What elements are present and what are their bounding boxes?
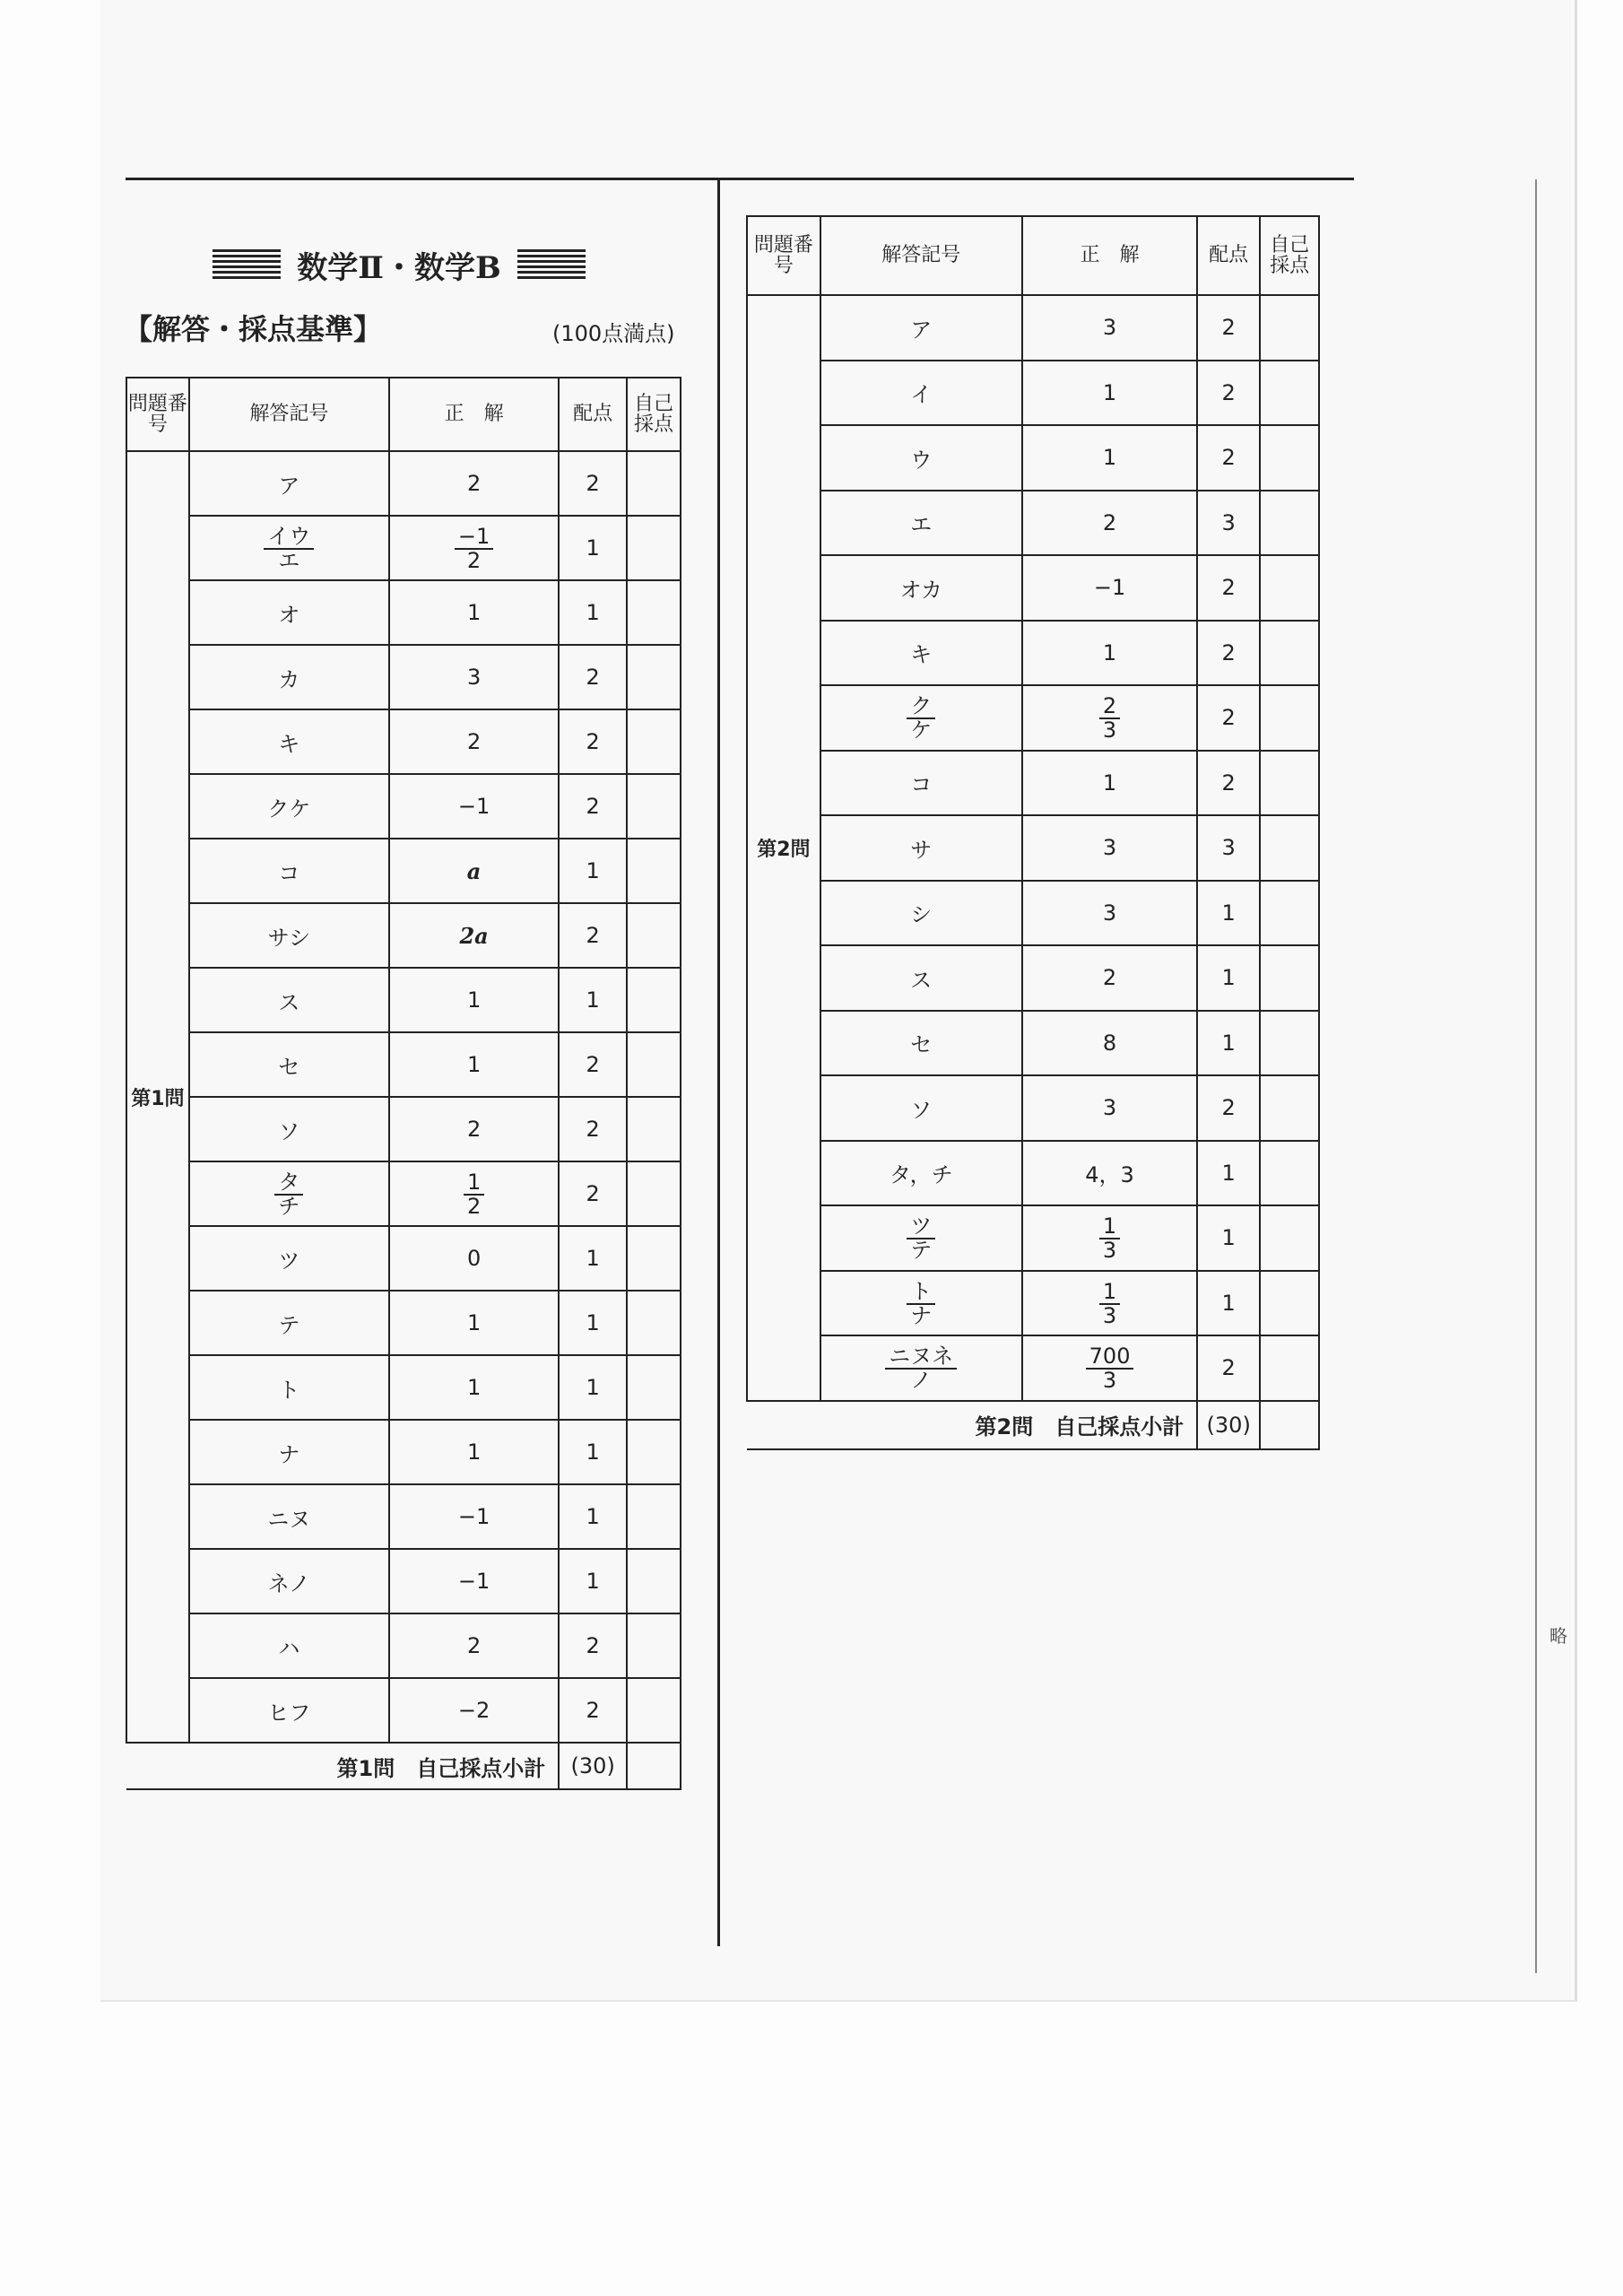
table-row (747, 295, 1319, 361)
self-score-cell (1260, 491, 1319, 556)
table-row (747, 945, 1319, 1011)
self-score-cell (627, 1032, 681, 1097)
answer-symbol-cell: ソ (189, 1097, 389, 1161)
table-row (747, 425, 1319, 491)
full-marks: (100点満点) (552, 321, 675, 346)
column-divider (717, 179, 720, 1946)
table-row (747, 1335, 1319, 1401)
symbol-fraction (274, 1171, 303, 1218)
table-row (126, 709, 681, 774)
answer-fraction-denominator: 3 (1102, 1238, 1117, 1264)
symbol-fraction-numerator: ク (907, 695, 935, 719)
self-score-cell (627, 774, 681, 839)
self-score-cell (627, 1484, 681, 1549)
subtotal-row (126, 1743, 681, 1789)
table-row (126, 580, 681, 645)
answer-symbol-cell (820, 685, 1022, 751)
points-cell: 1 (1197, 1011, 1260, 1076)
points-cell: 1 (1197, 945, 1260, 1011)
table-row (747, 621, 1319, 686)
header-points: 配点 (559, 378, 627, 451)
title-ornament-left (213, 249, 281, 280)
symbol-fraction-numerator: ト (907, 1281, 935, 1305)
table-row (126, 1226, 681, 1291)
self-score-cell (1260, 295, 1319, 361)
correct-answer-cell (1022, 1271, 1197, 1336)
points-cell: 2 (559, 1678, 627, 1743)
answer-symbol-cell: カ (189, 645, 389, 709)
self-score-cell (627, 580, 681, 645)
table-row (126, 1420, 681, 1484)
correct-answer-cell: 8 (1022, 1011, 1197, 1076)
answer-table-q2 (746, 215, 1320, 1450)
question-number-cell: 第2問 (747, 295, 820, 1401)
points-cell: 2 (1197, 295, 1260, 361)
self-score-cell (1260, 1335, 1319, 1401)
answer-fraction-denominator: 2 (466, 1194, 482, 1219)
answer-symbol-cell: イ (820, 361, 1022, 426)
answer-fraction-numerator: 2 (1099, 695, 1120, 719)
correct-answer-cell: 1 (389, 1032, 559, 1097)
table-row (747, 1075, 1319, 1141)
answer-fraction (1099, 695, 1120, 742)
points-cell: 2 (559, 709, 627, 774)
table-row (126, 451, 681, 516)
answer-symbol-cell (189, 1161, 389, 1226)
points-cell: 1 (1197, 1141, 1260, 1206)
table-row (747, 555, 1319, 621)
correct-answer-cell (1022, 1335, 1197, 1401)
answer-symbol-cell: ヒフ (189, 1678, 389, 1743)
self-score-cell (627, 1161, 681, 1226)
answer-symbol-cell: ウ (820, 425, 1022, 491)
symbol-fraction-denominator: テ (910, 1238, 933, 1264)
answer-symbol-cell: サシ (189, 903, 389, 968)
self-score-cell (627, 1613, 681, 1678)
title-text: 数学Ⅱ・数学B (297, 249, 501, 286)
correct-answer-cell: 3 (1022, 815, 1197, 881)
self-score-cell (1260, 1271, 1319, 1336)
symbol-fraction-numerator: ニヌネ (885, 1345, 957, 1370)
subtotal-points: (30) (1197, 1401, 1260, 1449)
answer-symbol-cell: セ (189, 1032, 389, 1097)
points-cell: 3 (1197, 815, 1260, 881)
answer-symbol-cell: ナ (189, 1420, 389, 1484)
answer-symbol-cell: オカ (820, 555, 1022, 621)
table-row (126, 1549, 681, 1613)
self-score-cell (1260, 685, 1319, 751)
table-row (126, 1484, 681, 1549)
correct-answer-cell: 2 (1022, 945, 1197, 1011)
subtotal-points: (30) (559, 1743, 627, 1789)
points-cell: 1 (559, 1484, 627, 1549)
header-question-number: 問題番号 (126, 378, 189, 451)
answer-symbol-cell: クケ (189, 774, 389, 839)
answer-symbol-cell: ネノ (189, 1549, 389, 1613)
points-cell: 2 (559, 1161, 627, 1226)
points-cell: 1 (1197, 1271, 1260, 1336)
header-self-score: 自己採点 (1260, 216, 1319, 295)
points-cell: 2 (1197, 361, 1260, 426)
table-row (126, 1291, 681, 1355)
table-row (126, 645, 681, 709)
answer-symbol-cell: テ (189, 1291, 389, 1355)
page-title (206, 242, 592, 287)
correct-answer-cell: 2 (389, 709, 559, 774)
points-cell: 1 (559, 516, 627, 580)
correct-answer-cell: 1 (389, 1420, 559, 1484)
self-score-cell (627, 1097, 681, 1161)
symbol-fraction (907, 1278, 935, 1328)
self-score-cell (627, 1678, 681, 1743)
answer-symbol-cell: コ (189, 839, 389, 903)
answer-fraction-numerator: 1 (464, 1171, 484, 1196)
correct-answer-cell: 3 (1022, 1075, 1197, 1141)
self-score-cell (1260, 881, 1319, 946)
answer-symbol-cell (189, 516, 389, 580)
correct-answer-cell: 2 (389, 1613, 559, 1678)
answer-fraction-numerator: 1 (1099, 1215, 1120, 1239)
answer-symbol-cell: オ (189, 580, 389, 645)
answer-symbol-cell: ハ (189, 1613, 389, 1678)
correct-answer-cell: 2 (389, 451, 559, 516)
symbol-fraction-denominator: ケ (910, 718, 933, 744)
points-cell: 1 (559, 580, 627, 645)
self-score-cell (1260, 1205, 1319, 1271)
answer-symbol-cell: シ (820, 881, 1022, 946)
answer-fraction (1099, 1278, 1120, 1328)
answer-fraction-denominator: 3 (1102, 718, 1117, 744)
points-cell: 1 (559, 839, 627, 903)
table-row (747, 1205, 1319, 1271)
right-border (1535, 179, 1537, 1973)
correct-answer-cell: 3 (389, 645, 559, 709)
correct-answer-cell: 0 (389, 1226, 559, 1291)
self-score-cell (627, 903, 681, 968)
answer-symbol-cell: コ (820, 751, 1022, 816)
answer-fraction (1086, 1345, 1134, 1392)
points-cell: 1 (559, 1355, 627, 1420)
symbol-fraction (907, 1215, 935, 1262)
section-heading: 【解答・採点基準】 (124, 312, 383, 346)
self-score-cell (627, 839, 681, 903)
points-cell: 1 (559, 968, 627, 1032)
self-score-cell (627, 1549, 681, 1613)
answer-fraction-denominator: 3 (1102, 1368, 1117, 1394)
table-row (747, 491, 1319, 556)
points-cell: 3 (1197, 491, 1260, 556)
subtotal-row (747, 1401, 1319, 1449)
answer-symbol-cell: サ (820, 815, 1022, 881)
correct-answer-cell (1022, 1205, 1197, 1271)
symbol-fraction-numerator: イウ (264, 526, 314, 550)
answer-symbol-cell: キ (189, 709, 389, 774)
correct-answer-cell: −2 (389, 1678, 559, 1743)
correct-answer-cell: 1 (1022, 425, 1197, 491)
symbol-fraction (907, 695, 935, 742)
title-ornament-right (517, 249, 586, 280)
self-score-cell (1260, 555, 1319, 621)
header-self-score: 自己採点 (627, 378, 681, 451)
symbol-fraction (885, 1345, 957, 1392)
self-score-cell (627, 1226, 681, 1291)
correct-answer-cell: −1 (1022, 555, 1197, 621)
table-row (747, 881, 1319, 946)
table-row (747, 685, 1319, 751)
answer-symbol-cell: セ (820, 1011, 1022, 1076)
self-score-cell (1260, 1075, 1319, 1141)
header-row (747, 216, 1319, 295)
points-cell: 2 (1197, 1075, 1260, 1141)
points-cell: 2 (1197, 425, 1260, 491)
correct-answer-cell (1022, 685, 1197, 751)
points-cell: 2 (1197, 751, 1260, 816)
self-score-cell (627, 645, 681, 709)
correct-answer-cell: 3 (1022, 295, 1197, 361)
points-cell: 1 (559, 1291, 627, 1355)
answer-symbol-cell: エ (820, 491, 1022, 556)
table-row (126, 1678, 681, 1743)
points-cell: 2 (559, 1032, 627, 1097)
top-rule (126, 178, 1354, 180)
correct-answer-cell: −1 (389, 1549, 559, 1613)
table-row (747, 1011, 1319, 1076)
points-cell: 1 (1197, 1205, 1260, 1271)
points-cell: 2 (559, 1613, 627, 1678)
correct-answer-cell (389, 516, 559, 580)
self-score-cell (627, 1291, 681, 1355)
header-correct-answer: 正 解 (1022, 216, 1197, 295)
correct-answer-cell: 2 (389, 1097, 559, 1161)
points-cell: 1 (559, 1226, 627, 1291)
self-score-cell (627, 709, 681, 774)
table-row (747, 361, 1319, 426)
correct-answer-cell (389, 1161, 559, 1226)
points-cell: 2 (1197, 555, 1260, 621)
table-row (747, 815, 1319, 881)
table-row (126, 1161, 681, 1226)
question-number-cell: 第1問 (126, 451, 189, 1743)
points-cell: 2 (1197, 685, 1260, 751)
answer-symbol-cell: ス (189, 968, 389, 1032)
points-cell: 2 (559, 1097, 627, 1161)
answer-symbol-cell (820, 1205, 1022, 1271)
self-score-cell (627, 1355, 681, 1420)
points-cell: 1 (559, 1549, 627, 1613)
self-score-cell (627, 1420, 681, 1484)
subtotal-label: 第1問 自己採点小計 (126, 1743, 559, 1789)
answer-fraction (464, 1171, 484, 1218)
points-cell: 1 (1197, 881, 1260, 946)
symbol-fraction-numerator: タ (274, 1171, 303, 1196)
symbol-fraction-numerator: ツ (907, 1215, 935, 1239)
correct-answer-cell: 1 (389, 580, 559, 645)
correct-answer-cell: 1 (389, 1291, 559, 1355)
table-row (126, 1097, 681, 1161)
table-row (747, 751, 1319, 816)
answer-symbol-cell: ト (189, 1355, 389, 1420)
self-score-cell (1260, 425, 1319, 491)
answer-symbol-cell: ス (820, 945, 1022, 1011)
answer-fraction (455, 523, 493, 573)
self-score-cell (627, 451, 681, 516)
table-row (126, 1613, 681, 1678)
answer-fraction (1099, 1215, 1120, 1262)
correct-answer-cell: 4，3 (1022, 1141, 1197, 1206)
header-row (126, 378, 681, 451)
answer-symbol-cell (820, 1335, 1022, 1401)
points-cell: 2 (1197, 1335, 1260, 1401)
header-answer-symbol: 解答記号 (820, 216, 1022, 295)
points-cell: 2 (559, 774, 627, 839)
answer-symbol-cell: ニヌ (189, 1484, 389, 1549)
symbol-fraction (264, 523, 314, 573)
table-row (126, 1032, 681, 1097)
correct-answer-cell: a (389, 839, 559, 903)
correct-answer-cell: 3 (1022, 881, 1197, 946)
correct-answer-cell: 1 (389, 1355, 559, 1420)
answer-fraction-denominator: 3 (1102, 1302, 1117, 1328)
table-row (126, 1355, 681, 1420)
answer-symbol-cell (820, 1271, 1022, 1336)
subtotal-self-score (1260, 1401, 1319, 1449)
edge-text: 略 (1549, 1625, 1567, 1647)
header-points: 配点 (1197, 216, 1260, 295)
correct-answer-cell: −1 (389, 774, 559, 839)
answer-symbol-cell: ソ (820, 1075, 1022, 1141)
answer-fraction-numerator: 700 (1086, 1345, 1134, 1370)
table-row (747, 1271, 1319, 1336)
header-question-number: 問題番号 (747, 216, 820, 295)
table-row (126, 516, 681, 580)
subtotal-label: 第2問 自己採点小計 (747, 1401, 1197, 1449)
answer-symbol-cell: ア (189, 451, 389, 516)
table-row (747, 1141, 1319, 1206)
subtotal-self-score (627, 1743, 681, 1789)
answer-fraction-numerator: 1 (1099, 1281, 1120, 1305)
points-cell: 1 (559, 1420, 627, 1484)
self-score-cell (1260, 945, 1319, 1011)
header-answer-symbol: 解答記号 (189, 378, 389, 451)
correct-answer-cell: −1 (389, 1484, 559, 1549)
self-score-cell (627, 968, 681, 1032)
self-score-cell (1260, 1141, 1319, 1206)
correct-answer-cell: 1 (1022, 621, 1197, 686)
correct-answer-cell: 1 (1022, 361, 1197, 426)
symbol-fraction-denominator: ノ (910, 1368, 933, 1394)
points-cell: 2 (1197, 621, 1260, 686)
correct-answer-cell: 2 (1022, 491, 1197, 556)
self-score-cell (1260, 1011, 1319, 1076)
self-score-cell (1260, 361, 1319, 426)
table-row (126, 968, 681, 1032)
self-score-cell (627, 516, 681, 580)
points-cell: 2 (559, 645, 627, 709)
answer-symbol-cell: ツ (189, 1226, 389, 1291)
answer-fraction-denominator: 2 (466, 548, 482, 573)
symbol-fraction-denominator: ナ (910, 1302, 933, 1328)
symbol-fraction-denominator: エ (278, 548, 300, 573)
correct-answer-cell: 1 (389, 968, 559, 1032)
symbol-fraction-denominator: チ (278, 1194, 300, 1219)
answer-symbol-cell: キ (820, 621, 1022, 686)
answer-table-q1 (126, 377, 681, 1790)
header-correct-answer: 正 解 (389, 378, 559, 451)
points-cell: 2 (559, 451, 627, 516)
table-row (126, 903, 681, 968)
table-row (126, 774, 681, 839)
answer-symbol-cell: ア (820, 295, 1022, 361)
table-row (126, 839, 681, 903)
correct-answer-cell: 1 (1022, 751, 1197, 816)
answer-fraction-numerator: −1 (455, 526, 493, 550)
points-cell: 2 (559, 903, 627, 968)
self-score-cell (1260, 751, 1319, 816)
answer-symbol-cell: タ，チ (820, 1141, 1022, 1206)
correct-answer-cell: 2a (389, 903, 559, 968)
self-score-cell (1260, 621, 1319, 686)
self-score-cell (1260, 815, 1319, 881)
